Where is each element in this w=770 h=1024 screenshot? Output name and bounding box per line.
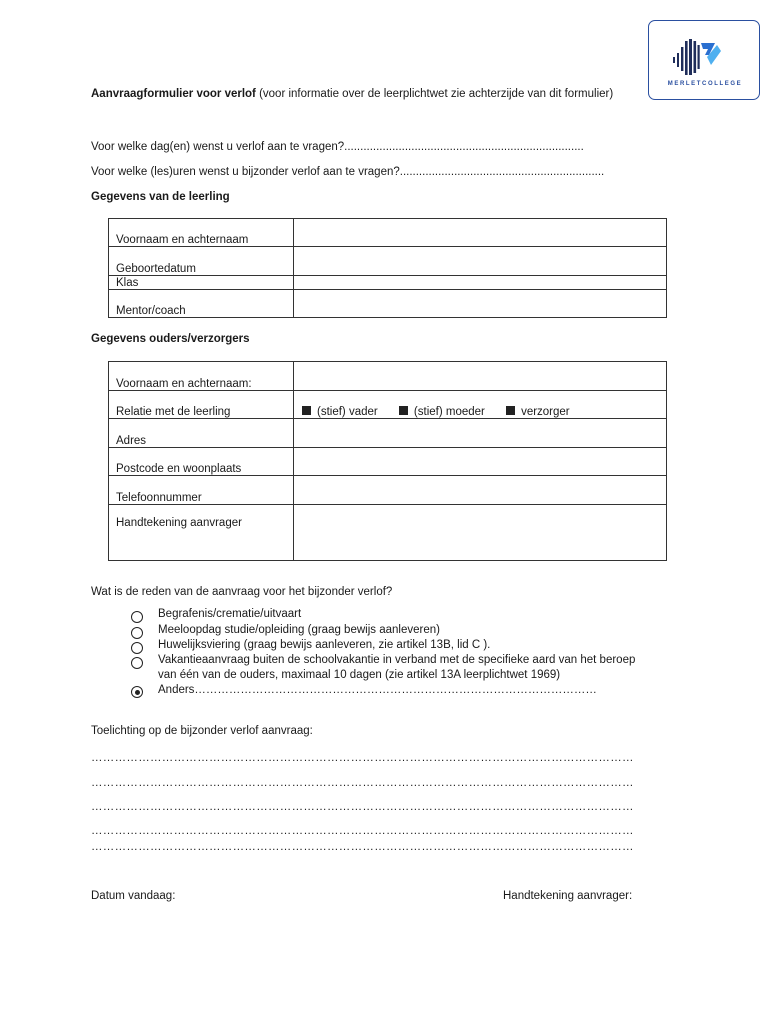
- label-student-name: Voornaam en achternaam: [109, 219, 294, 247]
- label-class: Klas: [109, 276, 294, 290]
- explanation-line-4[interactable]: …………………………………………………………………………………………………………………………: [91, 825, 634, 837]
- table-row: [109, 476, 667, 505]
- option-wedding-label: Huwelijksviering (graag bewijs aanleveren, zie artikel 13B, lid C ).: [158, 639, 491, 651]
- table-row: [109, 219, 667, 247]
- label-postcode: Postcode en woonplaats: [109, 448, 294, 476]
- student-table: [108, 218, 667, 318]
- mentor-field[interactable]: [294, 290, 667, 318]
- parent-name-field[interactable]: [294, 362, 667, 391]
- option-stepmother[interactable]: (stief) moeder: [399, 406, 485, 418]
- question-hours[interactable]: Voor welke (les)uren wenst u bijzonder verlof aan te vragen?................................................................: [91, 166, 605, 178]
- table-row: [109, 448, 667, 476]
- option-study-label: Meeloopdag studie/opleiding (graag bewijs aanleveren): [158, 624, 440, 636]
- question-days[interactable]: Voor welke dag(en) wenst u verlof aan te vragen?...........................................................................: [91, 141, 584, 153]
- option-other-label: Anders……………………………………………………………………………………………: [158, 684, 597, 696]
- radio-option-other[interactable]: [131, 686, 143, 698]
- phone-field[interactable]: [294, 476, 667, 505]
- class-field[interactable]: [294, 276, 667, 290]
- table-row: [109, 362, 667, 391]
- explanation-label: Toelichting op de bijzonder verlof aanvraag:: [91, 725, 313, 737]
- footer-signature-label: Handtekening aanvrager:: [503, 890, 633, 902]
- table-row: [109, 505, 667, 561]
- checkbox-icon[interactable]: [399, 406, 408, 415]
- postcode-field[interactable]: [294, 448, 667, 476]
- merletcollege-logo: [648, 20, 760, 100]
- birthdate-field[interactable]: [294, 247, 667, 276]
- label-parent-name: Voornaam en achternaam:: [109, 362, 294, 391]
- radio-option-vacation[interactable]: [131, 657, 143, 669]
- student-name-field[interactable]: [294, 219, 667, 247]
- option-vacation-label: Vakantieaanvraag buiten de schoolvakantie in verband met de specifieke aard van het beroep: [158, 654, 636, 666]
- checkbox-icon[interactable]: [302, 406, 311, 415]
- label-signature: Handtekening aanvrager: [109, 505, 294, 561]
- student-section-heading: Gegevens van de leerling: [91, 191, 230, 203]
- form-title: [91, 87, 631, 101]
- option-stepfather[interactable]: (stief) vader: [302, 406, 378, 418]
- reason-question: Wat is de reden van de aanvraag voor het bijzonder verlof?: [91, 586, 393, 598]
- option-funeral-label: Begrafenis/crematie/uitvaart: [158, 608, 302, 620]
- table-row: [109, 247, 667, 276]
- logo-mark-icon: [649, 21, 759, 81]
- label-birthdate: Geboortedatum: [109, 247, 294, 276]
- relation-options: [294, 391, 667, 419]
- explanation-line-1[interactable]: …………………………………………………………………………………………………………………………: [91, 752, 634, 764]
- label-relation: Relatie met de leerling: [109, 391, 294, 419]
- radio-option-wedding[interactable]: [131, 642, 143, 654]
- table-row: [109, 276, 667, 290]
- parent-section-heading: Gegevens ouders/verzorgers: [91, 333, 250, 345]
- option-guardian[interactable]: verzorger: [506, 406, 570, 418]
- label-address: Adres: [109, 419, 294, 448]
- form-title-bold: Aanvraagformulier voor verlof: [91, 88, 256, 100]
- logo-wordmark: MERLETCOLLEGE: [667, 81, 743, 87]
- label-phone: Telefoonnummer: [109, 476, 294, 505]
- checkbox-icon[interactable]: [506, 406, 515, 415]
- table-row: [109, 290, 667, 318]
- form-title-rest: (voor informatie over de leerplichtwet zie achterzijde van dit formulier): [255, 88, 614, 100]
- explanation-line-2[interactable]: …………………………………………………………………………………………………………………………: [91, 777, 634, 789]
- option-vacation-label-cont: van één van de ouders, maximaal 10 dagen (zie artikel 13A leerplichtwet 1969): [158, 669, 561, 681]
- table-row: [109, 391, 667, 419]
- table-row: [109, 419, 667, 448]
- label-mentor: Mentor/coach: [109, 290, 294, 318]
- explanation-line-5[interactable]: …………………………………………………………………………………………………………………………: [91, 841, 634, 853]
- signature-field[interactable]: [294, 505, 667, 561]
- explanation-line-3[interactable]: …………………………………………………………………………………………………………………………: [91, 801, 634, 813]
- date-label: Datum vandaag:: [91, 890, 176, 902]
- radio-option-funeral[interactable]: [131, 611, 143, 623]
- radio-option-study[interactable]: [131, 627, 143, 639]
- address-field[interactable]: [294, 419, 667, 448]
- parent-table: [108, 361, 667, 561]
